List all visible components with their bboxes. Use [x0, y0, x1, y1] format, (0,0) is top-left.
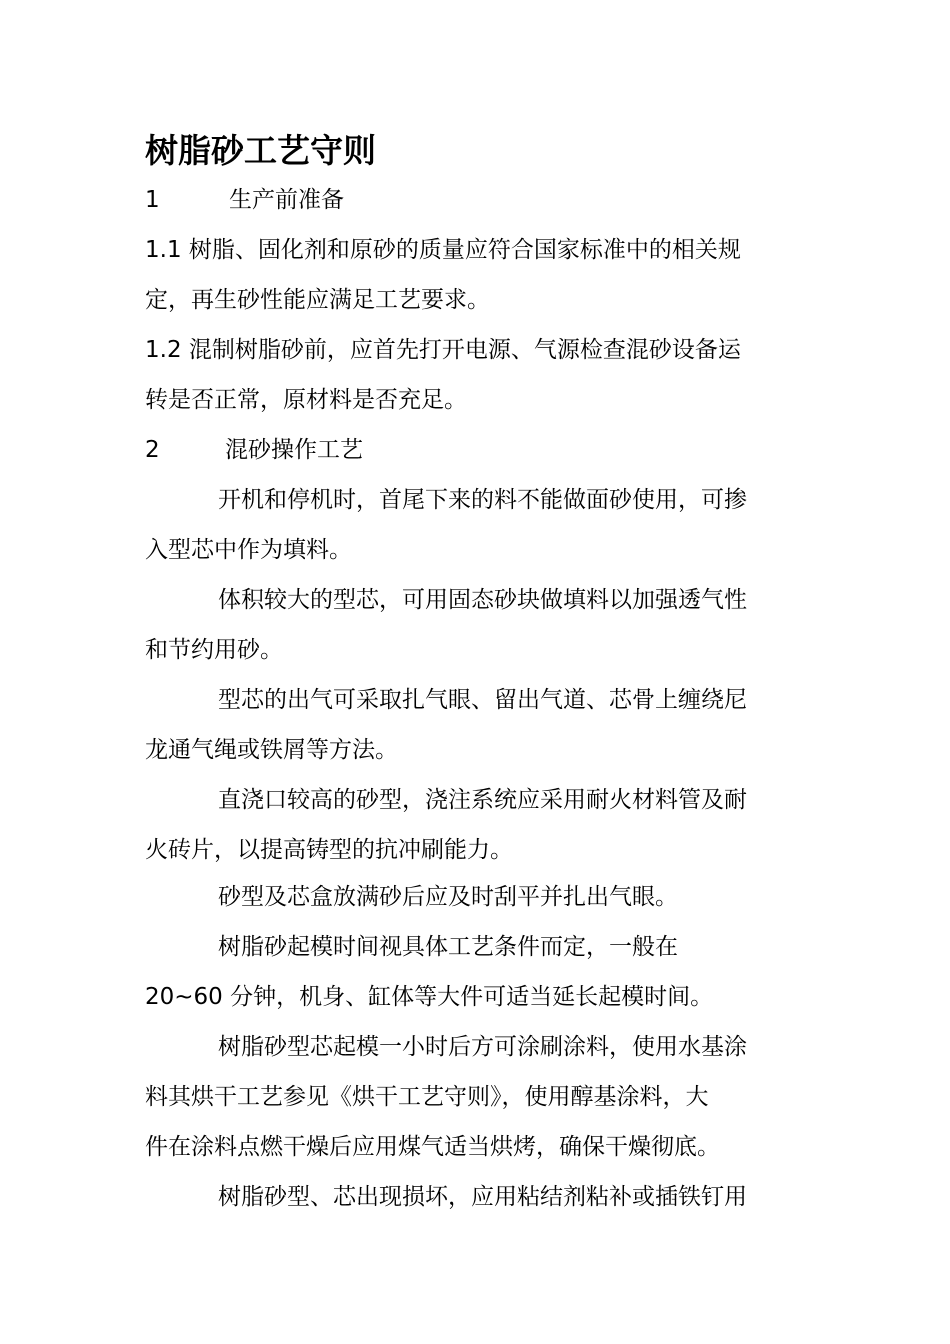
section-number: 2	[145, 437, 160, 463]
paragraph-7-line-1: 树脂砂型芯起模一小时后方可涂刷涂料，使用水基涂	[218, 1034, 747, 1060]
paragraph-6-line-2	[145, 980, 713, 1014]
paragraph-1-line-1: 开机和停机时，首尾下来的料不能做面砂使用，可掺	[218, 487, 747, 513]
paragraph-1-2-line-2: 转是否正常，原材料是否充足。	[145, 387, 467, 413]
paragraph-text: 混制树脂砂前，应首先打开电源、气源检查混砂设备运	[188, 337, 741, 363]
paragraph-7-line-3: 件在涂料点燃干燥后应用煤气适当烘烤，确保干燥彻底。	[145, 1134, 720, 1160]
document-title: 树脂砂工艺守则	[145, 131, 376, 170]
paragraph-3-line-1: 型芯的出气可采取扎气眼、留出气道、芯骨上缠绕尼	[218, 687, 747, 713]
item-number: 1.2	[145, 337, 182, 363]
section-number: 1	[145, 187, 160, 213]
paragraph-7-line-2: 料其烘干工艺参见《烘干工艺守则》，使用醇基涂料，大	[145, 1084, 709, 1110]
paragraph-6-line-1: 树脂砂起模时间视具体工艺条件而定，一般在	[218, 934, 678, 960]
item-number: 1.1	[145, 237, 182, 263]
section-heading-text: 生产前准备	[229, 187, 344, 213]
paragraph-5-line-1: 砂型及芯盒放满砂后应及时刮平并扎出气眼。	[218, 884, 678, 910]
paragraph-1-1-line-2: 定，再生砂性能应满足工艺要求。	[145, 287, 490, 313]
paragraph-4-line-1: 直浇口较高的砂型，浇注系统应采用耐火材料管及耐	[218, 787, 747, 813]
paragraph-1-1-line-1	[145, 233, 741, 267]
time-range: 20~60	[145, 984, 223, 1010]
section-heading-1	[145, 183, 344, 217]
paragraph-2-line-2: 和节约用砂。	[145, 637, 283, 663]
paragraph-4-line-2: 火砖片，以提高铸型的抗冲刷能力。	[145, 837, 513, 863]
section-heading-text: 混砂操作工艺	[225, 437, 363, 463]
paragraph-1-line-2: 入型芯中作为填料。	[145, 537, 352, 563]
paragraph-text: 分钟，机身、缸体等大件可适当延长起模时间。	[230, 984, 714, 1010]
paragraph-8-line-1: 树脂砂型、芯出现损坏，应用粘结剂粘补或插铁钉用	[218, 1184, 747, 1210]
paragraph-2-line-1: 体积较大的型芯，可用固态砂块做填料以加强透气性	[218, 587, 747, 613]
paragraph-3-line-2: 龙通气绳或铁屑等方法。	[145, 737, 398, 763]
paragraph-text: 树脂、固化剂和原砂的质量应符合国家标准中的相关规	[188, 237, 741, 263]
paragraph-1-2-line-1	[145, 333, 741, 367]
section-heading-2	[145, 433, 363, 467]
